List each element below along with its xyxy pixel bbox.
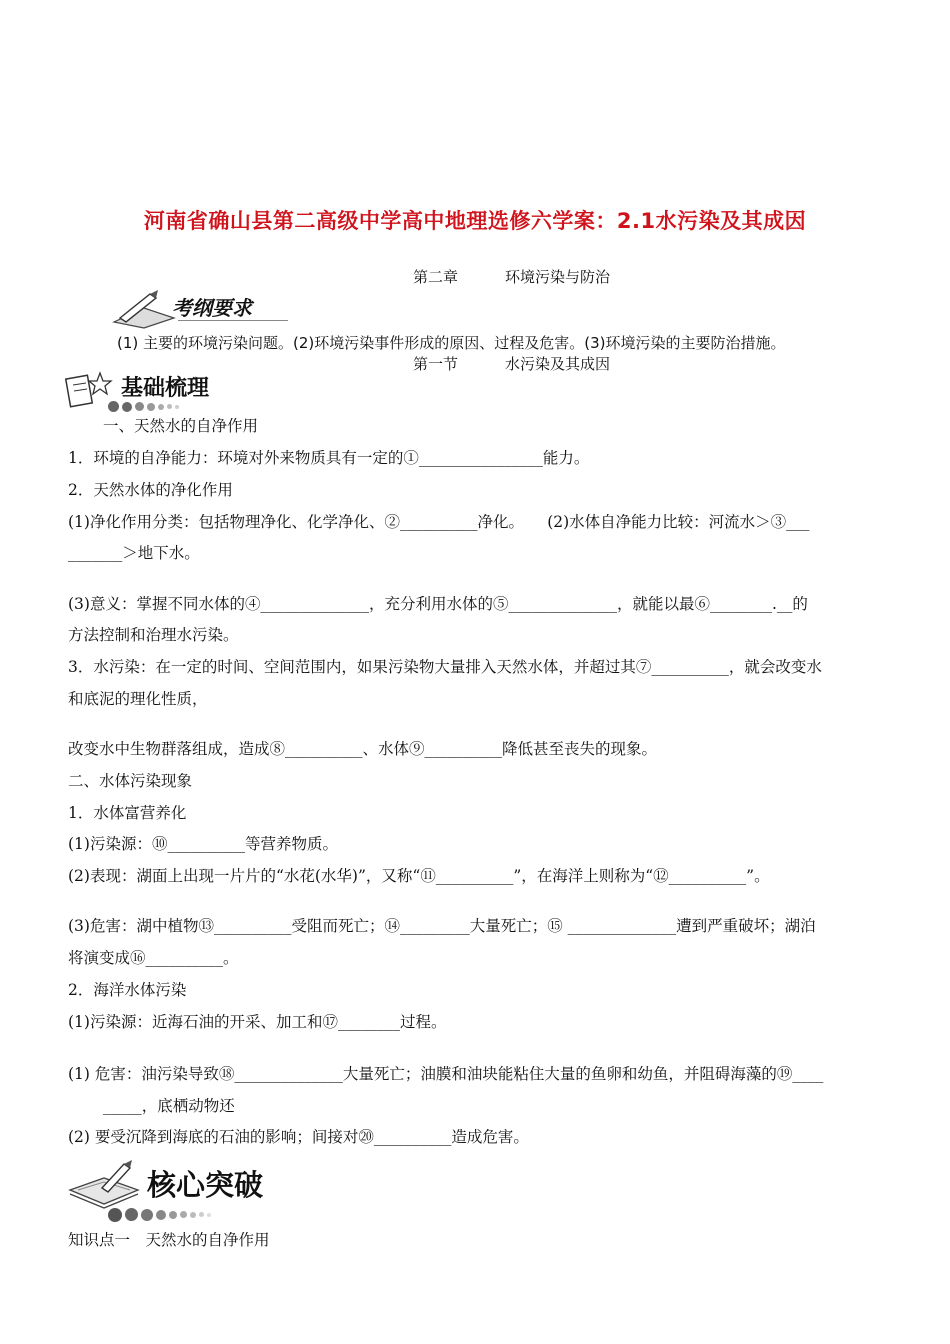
line-ocean-harm-indirect: (2) 要受沉降到海底的石油的影响；间接对⑳__________造成危害。 [68, 1128, 529, 1146]
line-ocean-harm: (1) 危害：油污染导致⑱______________大量死亡；油膜和油块能粘住大量的鱼卵和幼鱼，并阻碍海藻的⑲____ [68, 1065, 824, 1083]
knowledge-point-heading: 知识点一 天然水的自净作用 [68, 1231, 270, 1249]
line-significance-cont: 方法控制和治理水污染。 [68, 626, 239, 644]
line-water-pollution-cont: 和底泥的理化性质， [68, 690, 208, 708]
line-ocean-source: (1)污染源：近海石油的开采、加工和⑰________过程。 [68, 1013, 447, 1031]
document-title: 河南省确山县第二高级中学高中地理选修六学案：2.1水污染及其成因 [143, 209, 807, 233]
core-banner-dots [108, 1204, 214, 1223]
line-self-purification: 1．环境的自净能力：环境对外来物质具有一定的①________________能力。 [68, 449, 590, 467]
line-ocean-harm-cont: _____，底栖动物还 [103, 1097, 235, 1115]
line-eutroph-harm: (3)危害：湖中植物⑬__________受阻而死亡；⑭_________大量死亡；⑮ ______________遭到严重破坏；湖泊 [68, 917, 816, 935]
section-number: 第一节 [413, 355, 459, 373]
line-water-pollution: 3．水污染：在一定的时间、空间范围内，如果污染物大量排入天然水体，并超过其⑦__________，就会改变水 [68, 658, 822, 676]
line-eutroph-harm-cont: 将演变成⑯__________。 [68, 949, 239, 967]
heading-natural-water: 一、天然水的自净作用 [103, 417, 259, 435]
book-pencil-icon [64, 1160, 144, 1210]
line-eutroph-source: (1)污染源：⑩__________等营养物质。 [68, 835, 338, 853]
line-biocommunity: 改变水中生物群落组成，造成⑧__________、水体⑨__________降低甚至丧失的现象。 [68, 740, 658, 758]
core-banner: 核心突破 [147, 1168, 264, 1202]
line-purification-types: (1)净化作用分类：包括物理净化、化学净化、②__________净化。 (2)水体自净能力比较：河流水＞③___ [68, 513, 810, 531]
banner-underline [178, 320, 288, 321]
exam-requirements-text: (1) 主要的环境污染问题。(2)环境污染事件形成的原因、过程及危害。(3)环境污染的主要防治措施。 [117, 334, 786, 352]
basics-banner: 基础梳理 [121, 376, 210, 401]
line-eutroph-symptom: (2)表现：湖面上出现一片片的“水花(水华)”，又称“⑪__________”，在海洋上则称为“⑫__________”。 [68, 867, 770, 885]
line-purification-compare: _______＞地下水。 [68, 544, 200, 562]
heading-pollution-phenomena: 二、水体污染现象 [68, 772, 193, 790]
heading-eutrophication: 1．水体富营养化 [68, 804, 187, 822]
chapter-name: 环境污染与防治 [505, 268, 611, 286]
banner-dots [108, 396, 182, 415]
exam-requirements-banner: 考纲要求 [172, 296, 252, 320]
heading-ocean-pollution: 2．海洋水体污染 [68, 981, 187, 999]
section-name: 水污染及其成因 [505, 355, 611, 373]
heading-water-purification: 2．天然水体的净化作用 [68, 481, 233, 499]
line-significance: (3)意义：掌握不同水体的④______________，充分利用水体的⑤______________，就能以最⑥________.__的 [68, 595, 808, 613]
chapter-number: 第二章 [413, 268, 459, 286]
pencil-book-icon [110, 288, 180, 330]
